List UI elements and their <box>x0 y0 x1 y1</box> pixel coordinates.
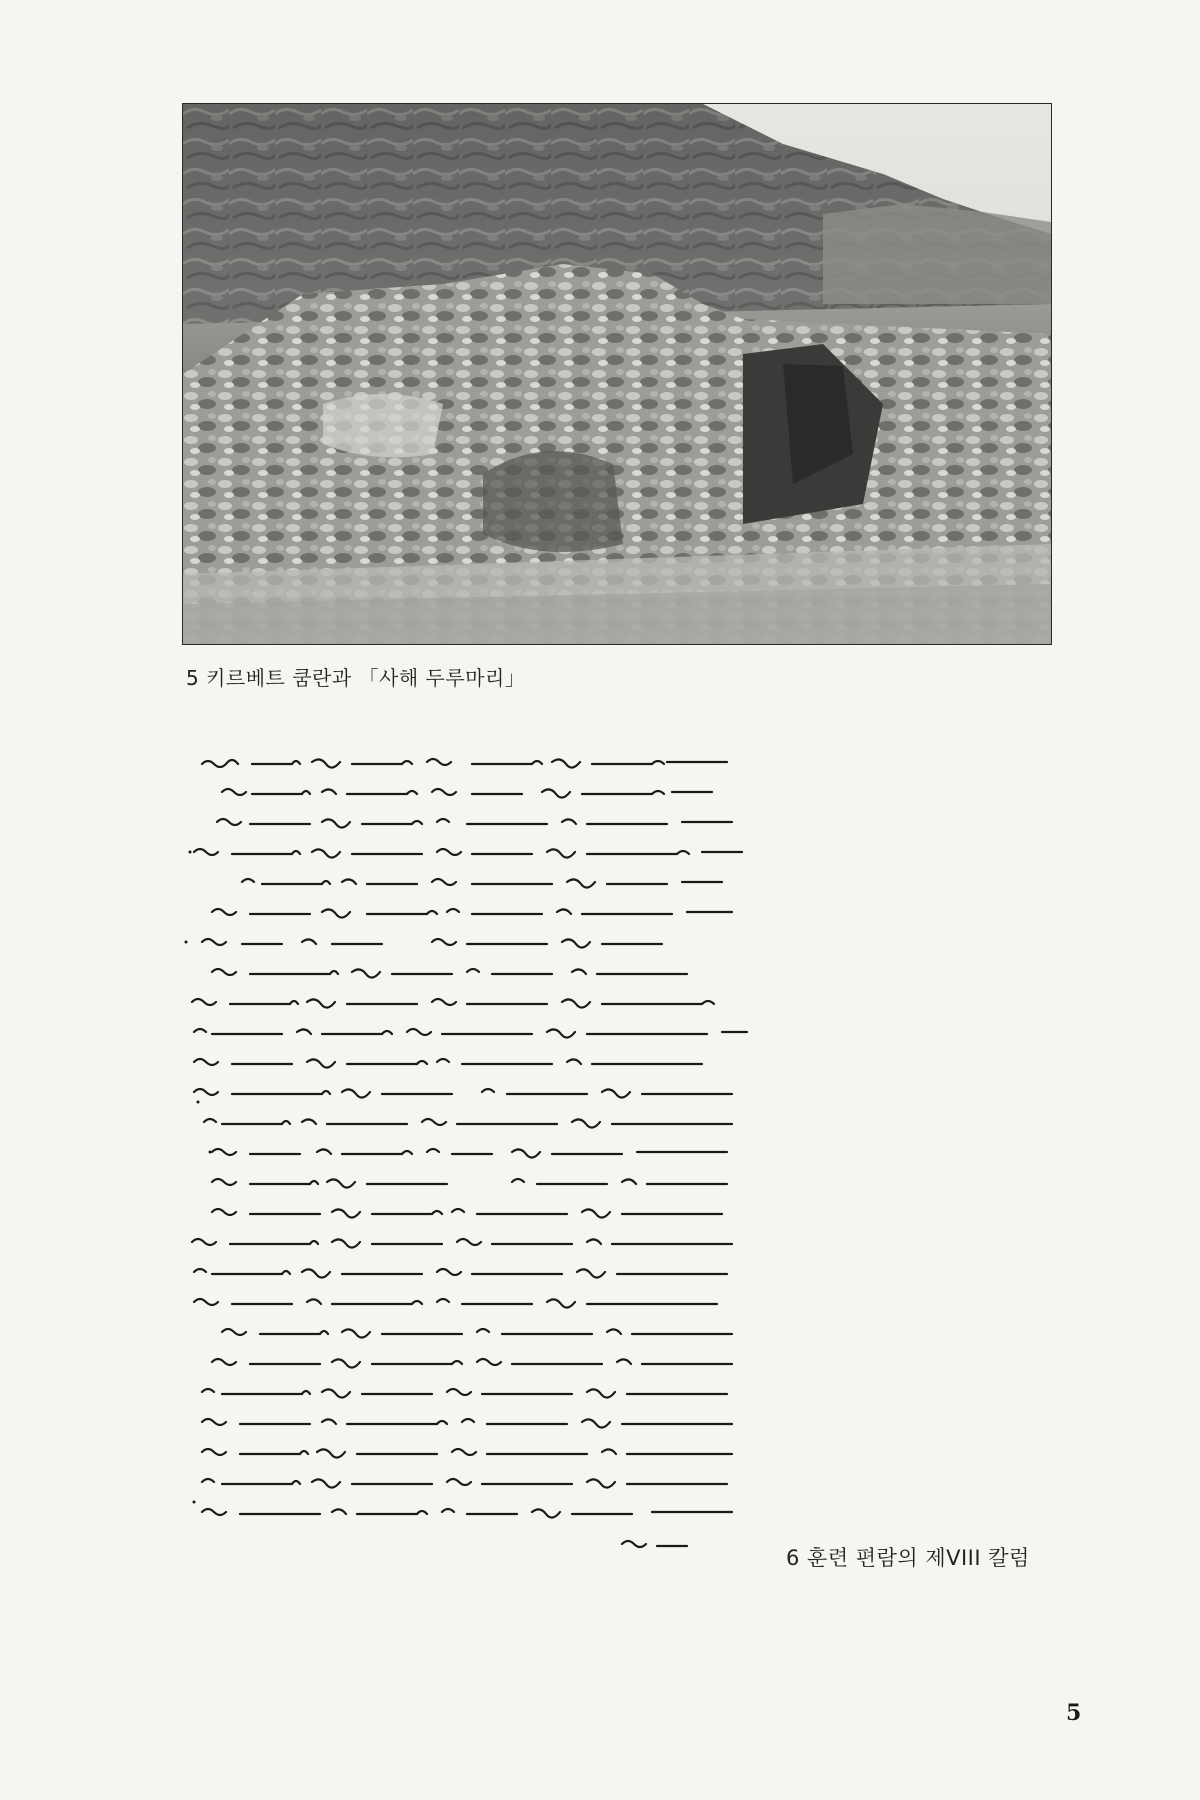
manuscript-column-image <box>182 750 762 1570</box>
manuscript-caption: 6 훈련 편람의 제VIII 칼럼 <box>786 1546 1030 1570</box>
photo-caption: 5 키르베트 쿰란과 「사해 두루마리」 <box>186 666 526 690</box>
photo-artwork <box>183 104 1051 644</box>
page-number: 5 <box>1066 1700 1082 1726</box>
manuscript-artwork <box>182 750 762 1570</box>
khirbet-qumran-photo <box>182 103 1052 645</box>
